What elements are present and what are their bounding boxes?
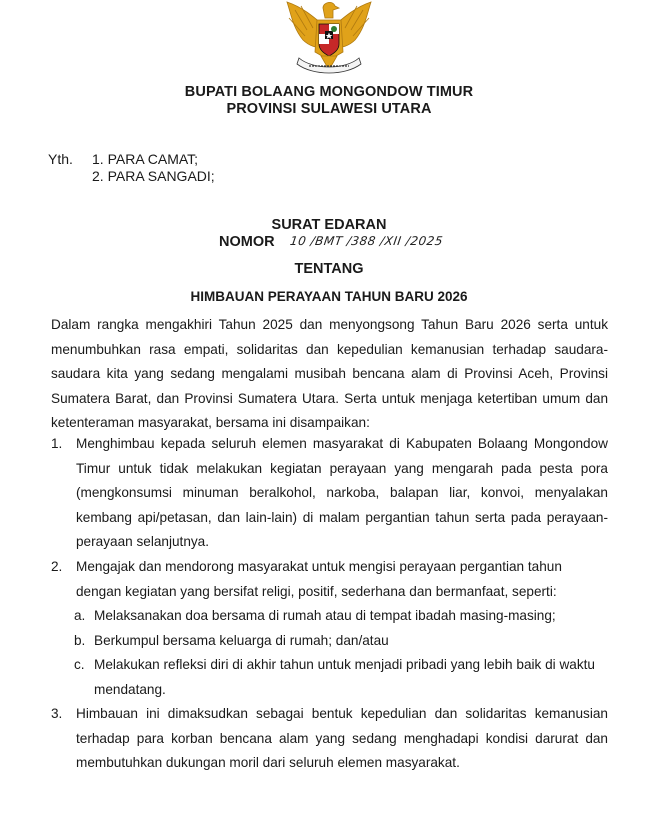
item-text: Himbauan ini dimaksudkan sebagai bentuk kepedulian dan solidaritas kemanusian terhadap para korban bencana alam yang sedang menghadapi kondisi darurat dan membutuhkan dukungan moril dari seluruh elemen masyarakat. bbox=[76, 706, 608, 770]
sub-item-text: Melakukan refleksi diri di akhir tahun untuk menjadi pribadi yang lebih baik di waktu mendatang. bbox=[94, 657, 595, 697]
list-item-1 bbox=[51, 432, 608, 555]
addressee-label: Yth. bbox=[48, 151, 73, 167]
sub-item-letter: c. bbox=[74, 657, 85, 672]
nomor-label: NOMOR bbox=[219, 234, 275, 250]
garuda-emblem-icon bbox=[277, 0, 381, 78]
item-number: 2. bbox=[51, 559, 63, 574]
list-item-2 bbox=[51, 555, 608, 702]
sub-item-c bbox=[74, 653, 608, 702]
sub-item-letter: b. bbox=[74, 632, 86, 648]
list-item-3 bbox=[51, 702, 608, 776]
subject-title: HIMBAUAN PERAYAAN TAHUN BARU 2026 bbox=[190, 289, 468, 304]
item-number: 1. bbox=[51, 436, 63, 451]
item-text: Menghimbau kepada seluruh elemen masyarakat di Kabupaten Bolaang Mongondow Timur untuk tidak melakukan kegiatan perayaan yang mengarah pada pesta pora (mengkonsumsi minuman beralkohol, narkoba, balapan liar, konvoi, menyalakan kembang api/petasan, dan lain-lain) di malam pergantian tahun serta pada perayaan-perayaan selanjutnya. bbox=[76, 436, 608, 549]
addressee-list bbox=[92, 151, 215, 185]
item-text: Mengajak dan mendorong masyarakat untuk mengisi perayaan pergantian tahun dengan kegiatan yang bersifat religi, positif, sederhana dan bermanfaat, seperti: bbox=[76, 559, 562, 599]
nomor-value: 10 /BMT /388 /XII /2025 bbox=[289, 234, 444, 248]
letterhead-province: PROVINSI SULAWESI UTARA bbox=[226, 101, 432, 117]
sub-item-b bbox=[74, 629, 608, 654]
letterhead bbox=[0, 84, 658, 118]
sub-item-a bbox=[74, 604, 608, 629]
addressee-item: 2. PARA SANGADI; bbox=[92, 168, 215, 184]
sub-item-text: Berkumpul bersama keluarga di rumah; dan/atau bbox=[94, 632, 389, 648]
letterhead-title: BUPATI BOLAANG MONGONDOW TIMUR bbox=[184, 84, 474, 100]
sub-item-text: Melaksanakan doa bersama di rumah atau di tempat ibadah masing-masing; bbox=[94, 608, 556, 623]
tentang-label: TENTANG bbox=[294, 261, 364, 277]
item-number: 3. bbox=[51, 706, 63, 721]
sub-item-letter: a. bbox=[74, 608, 86, 623]
document-type: SURAT EDARAN bbox=[271, 217, 387, 233]
intro-paragraph: Dalam rangka mengakhiri Tahun 2025 dan menyongsong Tahun Baru 2026 serta untuk menumbuhkan rasa empati, solidaritas dan kepedulian kemanusian terhadap saudara-saudara kita yang sedang mengalami musibah bencana alam di Provinsi Aceh, Provinsi Sumatera Barat, dan Provinsi Sumatera Utara. Serta untuk menjaga ketertiban umum dan ketenteraman masyarakat, bersama ini disampaikan: bbox=[51, 317, 608, 430]
addressee-item: 1. PARA CAMAT; bbox=[92, 151, 199, 167]
